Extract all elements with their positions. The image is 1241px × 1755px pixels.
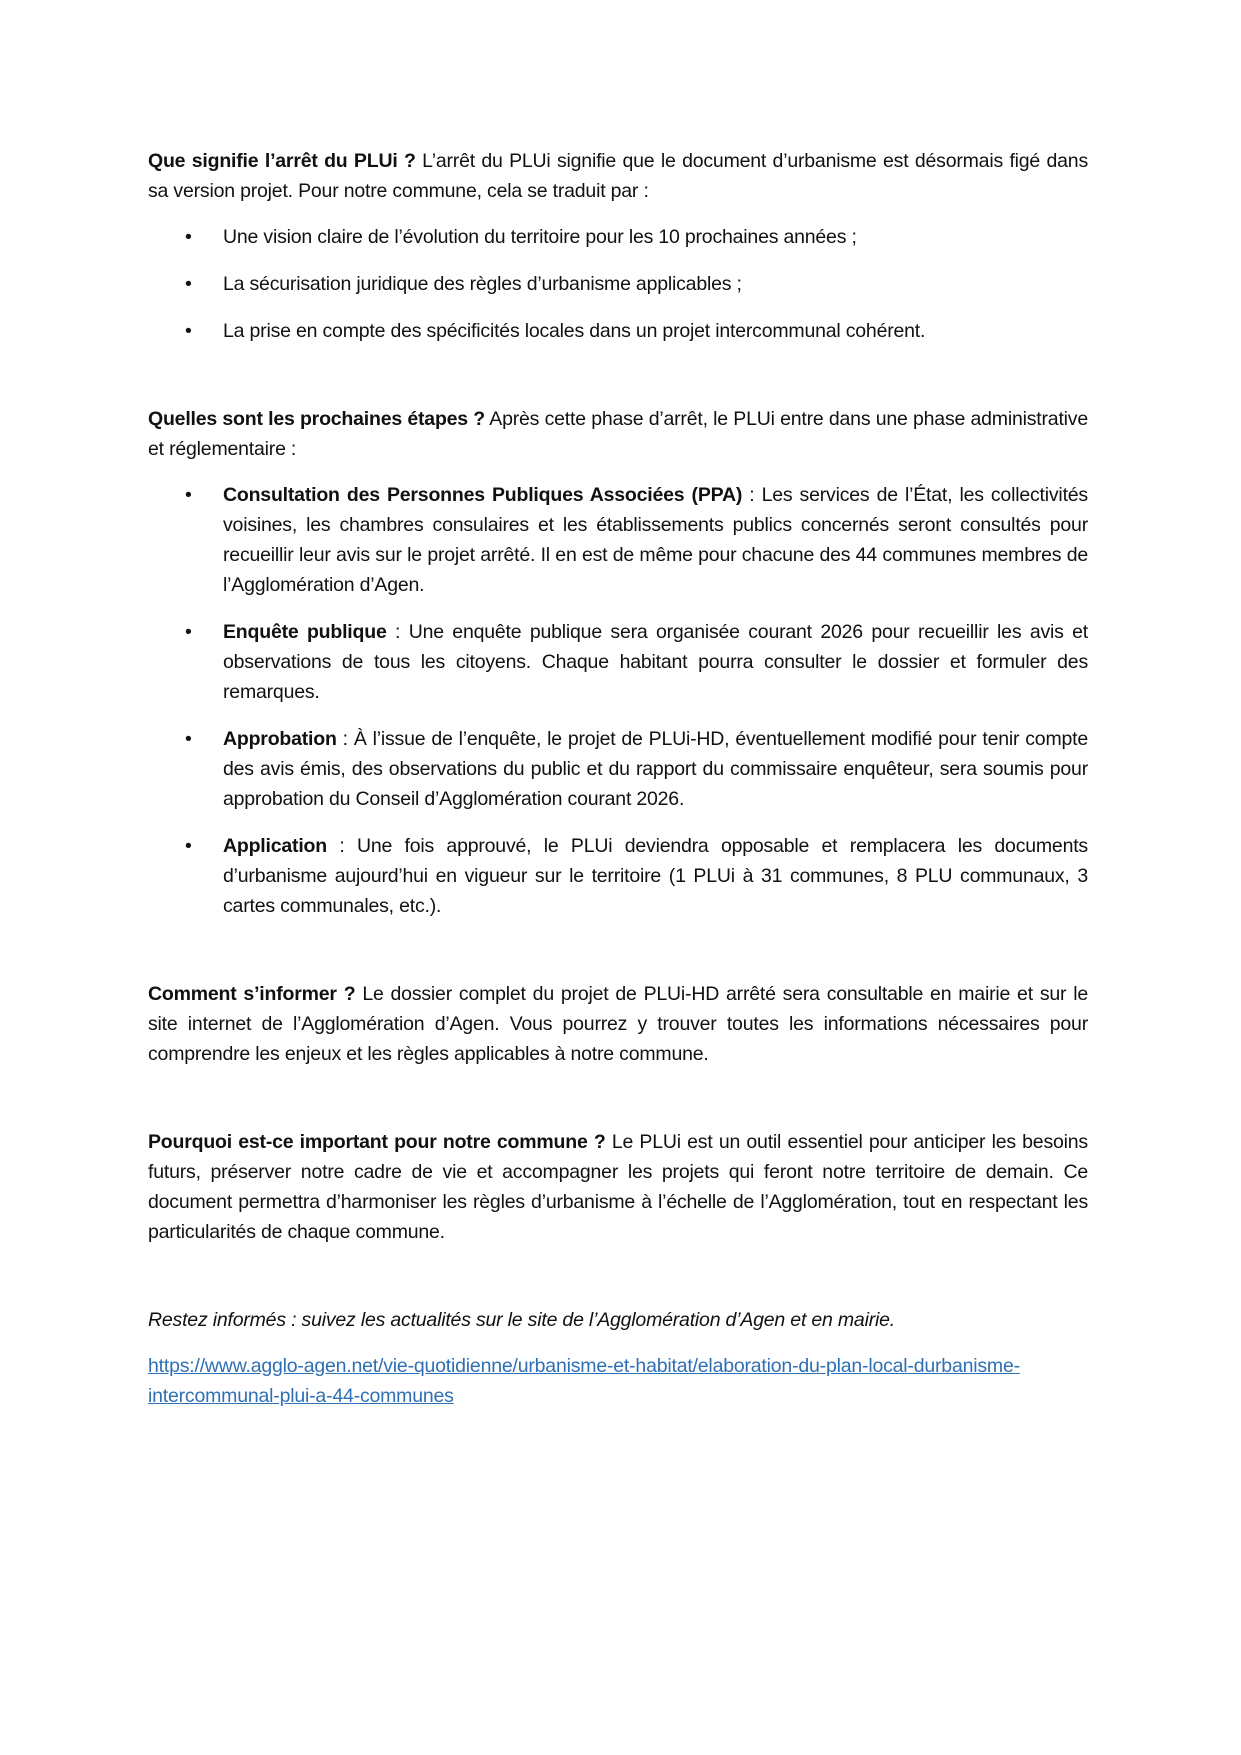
list-item-term: Enquête publique: [223, 621, 387, 643]
section-importance-text: Le PLUi est un outil essentiel pour anticiper les besoins futurs, préserver notre cadre de vie et accompagner les projets qui feront notre territoire de demain. Ce document permettra d’harmoniser les règles d’urbanisme à l’échelle de l’Agglomération, tout en respectant les particularités de chaque commune.: [148, 1131, 1088, 1243]
list-item-text: : Une enquête publique sera organisée courant 2026 pour recueillir les avis et observations de tous les citoyens. Chaque habitant pourra consulter le dossier et formuler des remarques.: [223, 621, 1088, 703]
section-arret-paragraph: [148, 146, 1088, 206]
list-item-text: : Les services de l’État, les collectivités voisines, les chambres consulaires et les établissements publics concernés seront consultés pour recueillir leur avis sur le projet arrêté. Il en est de même pour chacune des 44 communes membres de l’Agglomération d’Agen.: [223, 484, 1088, 596]
footer-note: [148, 1305, 1088, 1335]
list-item-consultation: [148, 480, 1088, 600]
bullet-icon: •: [185, 320, 192, 342]
list-item: [148, 316, 1088, 346]
list-item-enquete: [148, 617, 1088, 707]
bullet-icon: •: [185, 621, 192, 643]
list-item-term: Application: [223, 835, 327, 857]
list-item-text: Une vision claire de l’évolution du territoire pour les 10 prochaines années ;: [223, 226, 857, 248]
section-informer-paragraph: [148, 979, 1088, 1069]
section-informer-text: Le dossier complet du projet de PLUi-HD arrêté sera consultable en mairie et sur le site internet de l’Agglomération d’Agen. Vous pourrez y trouver toutes les informations nécessaires pour comprendre les enjeux et les règles applicables à notre commune.: [148, 983, 1089, 1065]
list-item: [148, 269, 1088, 299]
list-item-text: : À l’issue de l’enquête, le projet de PLUi-HD, éventuellement modifié pour tenir compte des avis émis, des observations du public et du rapport du commissaire enquêteur, sera soumis pour approbation du Conseil d’Agglomération courant 2026.: [223, 728, 1088, 810]
list-item-text: La prise en compte des spécificités locales dans un projet intercommunal cohérent.: [223, 320, 926, 342]
agglo-agen-link[interactable]: https://www.agglo-agen.net/vie-quotidienne/urbanisme-et-habitat/elaboration-du-plan-local-durbanisme-intercommunal-plui-a-44-communes: [148, 1355, 1020, 1407]
bullet-icon: •: [185, 728, 192, 750]
section-arret-heading: Que signifie l’arrêt du PLUi ?: [148, 150, 416, 172]
document-page: [148, 146, 1088, 1411]
bullet-icon: •: [185, 226, 192, 248]
section-informer-heading: Comment s’informer ?: [148, 983, 356, 1005]
section-etapes-heading: Quelles sont les prochaines étapes ?: [148, 408, 486, 430]
list-item-term: Consultation des Personnes Publiques Associées (PPA): [223, 484, 743, 506]
list-item-text: La sécurisation juridique des règles d’urbanisme applicables ;: [223, 273, 742, 295]
list-item-application: [148, 831, 1088, 921]
list-item-approbation: [148, 724, 1088, 814]
footer-link-paragraph: [148, 1351, 1088, 1411]
bullet-icon: •: [185, 273, 192, 295]
section-importance-paragraph: [148, 1127, 1088, 1247]
list-item-term: Approbation: [223, 728, 337, 750]
list-item: [148, 222, 1088, 252]
bullet-icon: •: [185, 835, 192, 857]
section-arret-intro: L’arrêt du PLUi signifie que le document d’urbanisme est désormais figé dans sa version projet. Pour notre commune, cela se traduit par :: [148, 150, 1088, 202]
section-etapes-paragraph: [148, 404, 1088, 464]
bullet-icon: •: [185, 484, 192, 506]
section-etapes-intro: Après cette phase d’arrêt, le PLUi entre dans une phase administrative et réglementaire :: [148, 408, 1088, 460]
list-item-text: : Une fois approuvé, le PLUi deviendra opposable et remplacera les documents d’urbanisme aujourd’hui en vigueur sur le territoire (1 PLUi à 31 communes, 8 PLU communaux, 3 cartes communales, etc.).: [223, 835, 1088, 917]
footer-note-text: Restez informés : suivez les actualités sur le site de l’Agglomération d’Agen et en mairie.: [148, 1309, 895, 1331]
arret-bullet-list: [148, 222, 1088, 346]
etapes-bullet-list: [148, 480, 1088, 921]
section-importance-heading: Pourquoi est-ce important pour notre commune ?: [148, 1131, 606, 1153]
